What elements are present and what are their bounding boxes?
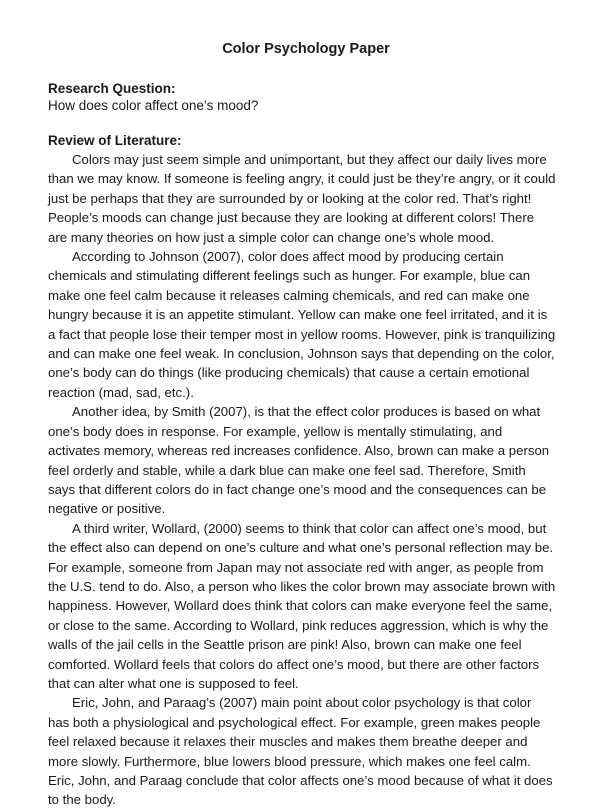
page-title: Color Psychology Paper (222, 41, 390, 57)
research-question-text: How does color affect one’s mood? (48, 98, 259, 113)
paragraph-smith: Another idea, by Smith (2007), is that the effect color produces is based on what one’s body does in response. For example, yellow is mentally stimulating, and activates memory, whereas red increases confidence. Also, brown can make a person feel orderly and stable, while a dark blue can make one feel sad. Therefore, Smith says that different colors do in fact change one’s mood and the consequences can be negative or positive. (48, 404, 550, 517)
paragraph-eric-john-paraag: Eric, John, and Paraag’s (2007) main point about color psychology is that color has both a physiological and psychological effect. For example, green makes people feel relaxed because it relaxes their muscles and makes them breathe deeper and more slowly. Furthermore, blue lowers blood pressure, which makes one feel calm. Eric, John, and Paraag conclude that color affects one’s mood because of what it does to the body. (48, 695, 553, 808)
paragraph-johnson: According to Johnson (2007), color does affect mood by producing certain chemicals and stimulating different feelings such as hunger. For example, blue can make one feel calm because it releases calming chemicals, and red can make one hungry because it is an appetite stimulant. Yellow can make one feel irritated, and it is a fact that people lose their temper most in yellow rooms. However, pink is tranquilizing and can make one feel weak. In conclusion, Johnson says that depending on the color, one’s body can do things (like producing chemicals) that cause a certain emotional reaction (mad, sad, etc.). (48, 249, 556, 400)
paragraph-intro: Colors may just seem simple and unimportant, but they affect our daily lives more than we may know. If someone is feeling angry, it could just be they’re angry, or it could just be perhaps that they are surrounded by or looking at the color red. That’s right! People’s moods can change just because they are looking at different colors! There are many theories on how just a simple color can change one’s whole mood. (48, 152, 556, 245)
review-of-literature-heading: Review of Literature: (48, 133, 182, 148)
paragraph-wollard: A third writer, Wollard, (2000) seems to think that color can affect one’s mood, but the effect also can depend on one’s culture and what one’s personal reflection may be. For example, someone from Japan may not associate red with anger, as people from the U.S. tend to do. Also, a person who likes the color brown may associate brown with happiness. However, Wollard does think that colors can make everyone feel the same, or close to the same. According to Wollard, pink reduces aggression, which is why the walls of the jail cells in the Seattle prison are pink! Also, brown can make one feel comforted. Wollard feels that colors do affect one’s mood, but there are other factors that can alter what one is supposed to feel. (48, 520, 556, 691)
research-question-heading: Research Question: (48, 81, 176, 96)
